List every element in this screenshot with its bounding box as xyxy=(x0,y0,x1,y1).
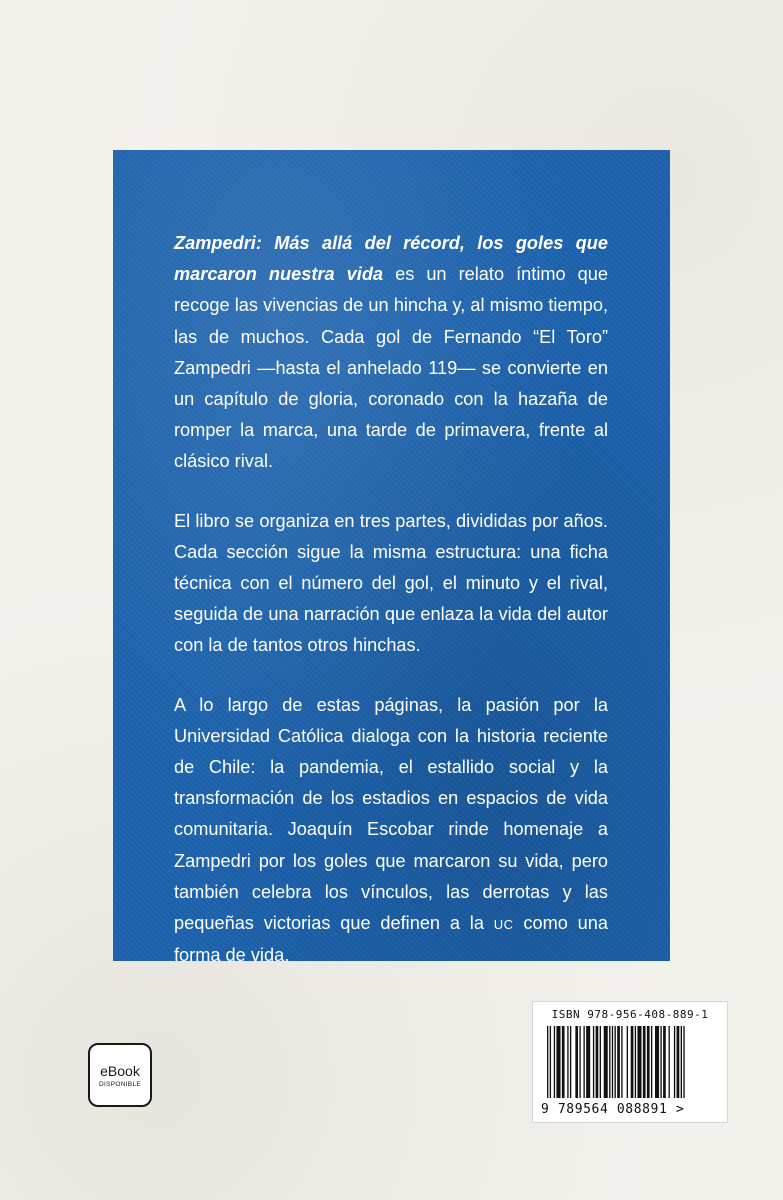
ebook-sublabel: DISPONIBLE xyxy=(98,1080,141,1088)
barcode-bar xyxy=(579,1026,580,1098)
barcode-bar xyxy=(635,1026,636,1098)
barcode-bar xyxy=(556,1026,560,1098)
isbn-barcode xyxy=(532,1001,728,1123)
barcode-bar xyxy=(627,1026,628,1098)
isbn-number: ISBN 978-956-408-889-1 xyxy=(551,1008,709,1021)
barcode-bar xyxy=(609,1026,610,1098)
blurb-paragraph-3-text-b: como una forma de vida. xyxy=(174,913,608,966)
barcode-bar xyxy=(660,1026,661,1098)
barcode-bar xyxy=(550,1026,551,1098)
barcode-bar xyxy=(674,1026,675,1098)
blurb-paragraph-2: El libro se organiza en tres partes, divididas por años. Cada sección sigue la misma estructura: una ficha técnica con el número del gol, el minuto y el rival, seguida de una narración que enlaza la vida del autor con la de tantos otros hinchas. xyxy=(174,510,608,656)
barcode-bar xyxy=(554,1026,555,1098)
barcode-bar xyxy=(562,1026,565,1098)
back-cover-blurb xyxy=(174,228,608,999)
barcode-bar xyxy=(647,1026,650,1098)
barcode-bar xyxy=(643,1026,646,1098)
book-title: Zampedri: Más allá del récord, los goles que marcaron nuestra vida xyxy=(174,233,608,285)
blurb-paragraph-1-text: es un relato íntimo que recoge las vivencias de un hincha y, al mismo tiempo, las de muchos. Cada gol de Fernando “El Toro” Zampedri —hasta el anhelado 119— se convierte en un capítulo de gloria, coronado con la hazaña de romper la marca, una tarde de primavera, frente al clásico rival. xyxy=(174,264,608,472)
barcode-bar xyxy=(621,1026,622,1098)
barcode-bars xyxy=(543,1026,719,1102)
ebook-label: eBook xyxy=(100,1062,140,1079)
barcode-bar xyxy=(596,1026,599,1098)
barcode-bar xyxy=(612,1026,613,1098)
blurb-paragraph-3-text-a: A lo largo de estas páginas, la pasión por la Universidad Católica dialoga con la historia reciente de Chile: la pandemia, el estallido social y la transformación de los estadios en espacios de vida comunitaria. Joaquín Escobar rinde homenaje a Zampedri por los goles que marcaron su vida, pero también celebra los vínculos, las derrotas y las pequeñas victorias que definen a la xyxy=(174,694,608,934)
ean-digits: 9 789564 088891 > xyxy=(541,1102,685,1117)
barcode-bar xyxy=(586,1026,590,1098)
barcode-bar xyxy=(669,1026,670,1098)
uc-abbreviation: UC xyxy=(493,917,514,933)
barcode-bar xyxy=(681,1026,682,1098)
barcode-bar xyxy=(570,1026,571,1098)
ebook-available-badge xyxy=(88,1043,152,1107)
barcode-bar xyxy=(600,1026,601,1098)
blurb-paragraph-1 xyxy=(174,228,608,478)
barcode-bar xyxy=(615,1026,616,1098)
blurb-paragraph-3 xyxy=(174,690,608,972)
barcode-bar xyxy=(567,1026,568,1098)
barcode-bar xyxy=(547,1026,548,1098)
barcode-bar xyxy=(637,1026,641,1098)
barcode-bar xyxy=(575,1026,578,1098)
barcode-bar xyxy=(663,1026,666,1098)
barcode-bar xyxy=(651,1026,652,1098)
barcode-bar xyxy=(604,1026,608,1098)
barcode-bar xyxy=(583,1026,584,1098)
barcode-bar xyxy=(677,1026,680,1098)
barcode-bar xyxy=(683,1026,684,1098)
barcode-bar xyxy=(655,1026,659,1098)
barcode-bar xyxy=(631,1026,634,1098)
barcode-bar xyxy=(617,1026,620,1098)
barcode-bar xyxy=(593,1026,594,1098)
